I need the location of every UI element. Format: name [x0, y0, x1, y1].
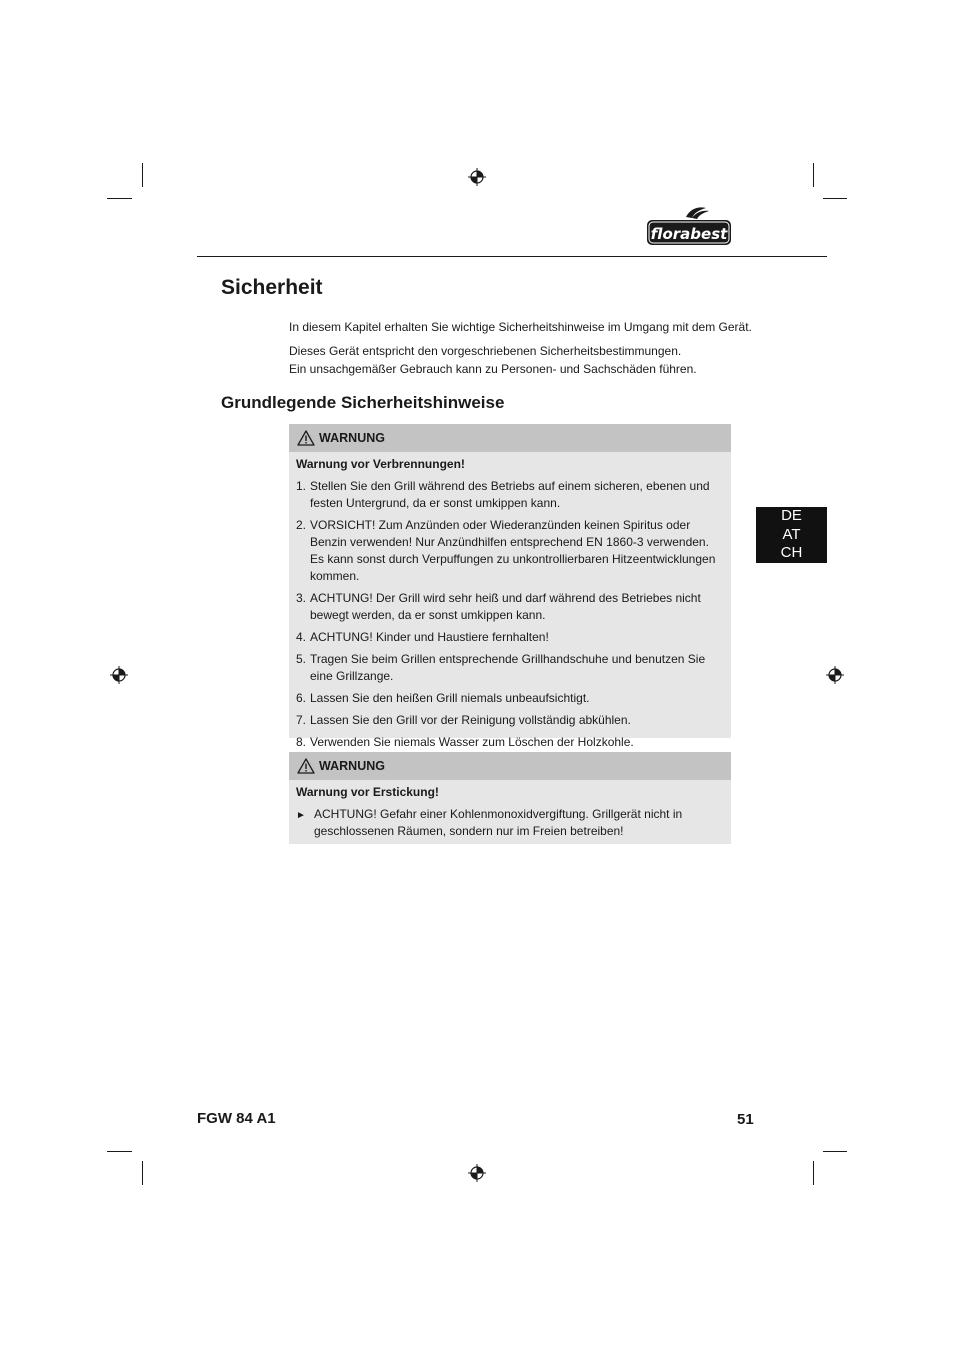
list-item	[296, 651, 723, 685]
registration-mark-icon	[826, 666, 844, 684]
crop-mark	[823, 1151, 847, 1152]
item-text: ACHTUNG! Der Grill wird sehr heiß und darf während des Betriebes nicht bewegt werden, da er sonst umkippen kann.	[310, 591, 701, 622]
language-code: CH	[780, 544, 803, 561]
crop-mark	[142, 163, 143, 187]
warning-header	[289, 752, 731, 780]
header-rule	[197, 256, 827, 257]
crop-mark	[142, 1161, 143, 1185]
item-number: 1.	[296, 479, 307, 493]
item-number: 3.	[296, 591, 307, 605]
warning-subtitle: Warnung vor Erstickung!	[296, 785, 439, 799]
crop-mark	[107, 1151, 132, 1152]
item-text: Tragen Sie beim Grillen entsprechende Grillhandschuhe und benutzen Sie eine Grillzange.	[310, 652, 706, 683]
footer-model: FGW 84 A1	[197, 1110, 276, 1127]
warning-label: WARNUNG	[319, 759, 385, 773]
item-text: Stellen Sie den Grill während des Betriebs auf einem sicheren, ebenen und festen Untergrund, da er sonst umkippen kann.	[310, 479, 710, 510]
bullet-text: ACHTUNG! Gefahr einer Kohlenmonoxidvergiftung. Grillgerät nicht in geschlossenen Räumen, sondern nur im Freien betreiben!	[314, 807, 683, 838]
language-code: AT	[782, 525, 801, 543]
item-text: Lassen Sie den Grill vor der Reinigung vollständig abkühlen.	[310, 713, 631, 727]
intro-text: Dieses Gerät entspricht den vorgeschriebenen Sicherheitsbestimmungen.	[289, 344, 682, 358]
crop-mark	[823, 198, 847, 199]
warning-subtitle: Warnung vor Verbrennungen!	[296, 457, 465, 471]
list-item	[296, 690, 723, 707]
logo-text: florabest	[650, 225, 728, 243]
crop-mark	[813, 163, 814, 187]
warning-header	[289, 424, 731, 452]
warning-box-burns	[289, 424, 731, 749]
item-number: 8.	[296, 735, 307, 749]
florabest-logo	[646, 205, 732, 247]
intro-text: Ein unsachgemäßer Gebrauch kann zu Personen- und Sachschäden führen.	[289, 362, 697, 376]
item-text: VORSICHT! Zum Anzünden oder Wiederanzünden keinen Spiritus oder Benzin verwenden! Nur Anzündhilfen entsprechend EN 1860-3 verwenden. Es kann sonst durch Verpuffungen zu unkontrollierbaren Hitzeentwicklungen kommen.	[310, 518, 716, 583]
warning-list	[296, 478, 723, 751]
intro-text: In diesem Kapitel erhalten Sie wichtige Sicherheitshinweise im Umgang mit dem Gerät.	[289, 320, 752, 334]
language-tab	[756, 507, 827, 563]
language-code: DE	[781, 507, 802, 524]
item-number: 6.	[296, 691, 307, 705]
item-text: Verwenden Sie niemals Wasser zum Löschen der Holzkohle.	[310, 735, 634, 749]
list-item	[296, 590, 723, 624]
warning-label: WARNUNG	[319, 431, 385, 445]
item-text: ACHTUNG! Kinder und Haustiere fernhalten!	[310, 630, 549, 644]
list-item	[296, 712, 723, 729]
warning-triangle-icon	[297, 430, 315, 446]
page-title: Sicherheit	[221, 276, 323, 299]
bullet-item	[296, 806, 723, 840]
item-number: 7.	[296, 713, 307, 727]
crop-mark	[107, 198, 132, 199]
list-item	[296, 517, 723, 585]
registration-mark-icon	[468, 168, 486, 186]
item-text: Lassen Sie den heißen Grill niemals unbeaufsichtigt.	[310, 691, 590, 705]
section-title: Grundlegende Sicherheitshinweise	[221, 393, 505, 412]
registration-mark-icon	[468, 1164, 486, 1182]
list-item	[296, 478, 723, 512]
warning-triangle-icon	[297, 758, 315, 774]
crop-mark	[813, 1161, 814, 1185]
registration-mark-icon	[110, 666, 128, 684]
arrow-right-icon: ►	[296, 810, 306, 821]
item-number: 2.	[296, 518, 307, 532]
item-number: 5.	[296, 652, 307, 666]
warning-box-suffocation	[289, 752, 731, 844]
list-item	[296, 734, 723, 751]
item-number: 4.	[296, 630, 307, 644]
page-number: 51	[737, 1111, 754, 1128]
list-item	[296, 629, 723, 646]
